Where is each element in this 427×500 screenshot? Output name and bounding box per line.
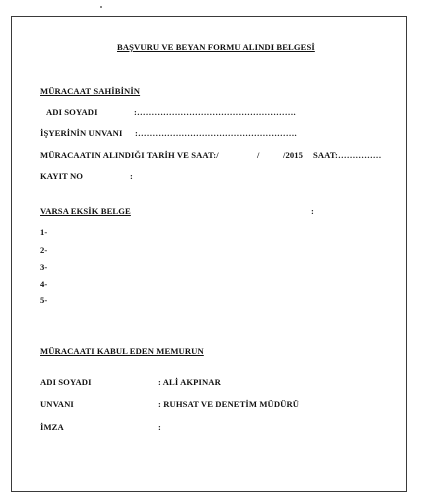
record-label: KAYIT NO xyxy=(40,171,84,181)
officer-title-value: : RUHSAT VE DENETİM MÜDÜRÜ xyxy=(158,399,300,409)
date-separator: / xyxy=(257,150,260,160)
scan-speck xyxy=(100,6,102,8)
officer-name-value: : ALİ AKPINAR xyxy=(158,377,221,387)
applicant-name-value: :………………………………………………. xyxy=(134,107,296,117)
missing-item-3: 3- xyxy=(40,262,48,272)
applicant-name-label: ADI SOYADI xyxy=(46,107,98,117)
workplace-label: İŞYERİNİN UNVANI xyxy=(40,128,123,138)
signature-label: İMZA xyxy=(40,422,64,432)
missing-item-5: 5- xyxy=(40,295,48,305)
workplace-value: :………………………………………………. xyxy=(135,128,297,138)
date-label: MÜRACAATIN ALINDIĞI TARİH VE SAAT:/ xyxy=(40,150,219,160)
officer-title-label: UNVANI xyxy=(40,399,74,409)
missing-docs-colon: : xyxy=(311,206,314,216)
signature-value: : xyxy=(158,422,161,432)
time-label: SAAT:…………… xyxy=(313,150,382,160)
missing-item-2: 2- xyxy=(40,245,48,255)
officer-name-label: ADI SOYADI xyxy=(40,377,92,387)
officer-heading: MÜRACAATI KABUL EDEN MEMURUN xyxy=(40,346,204,356)
missing-item-1: 1- xyxy=(40,227,48,237)
record-value: : xyxy=(130,171,133,181)
missing-item-4: 4- xyxy=(40,279,48,289)
date-year: /2015 xyxy=(283,150,304,160)
missing-docs-heading: VARSA EKSİK BELGE xyxy=(40,206,131,216)
applicant-heading: MÜRACAAT SAHİBİNİN xyxy=(40,86,141,96)
page-title: BAŞVURU VE BEYAN FORMU ALINDI BELGESİ xyxy=(117,42,315,52)
